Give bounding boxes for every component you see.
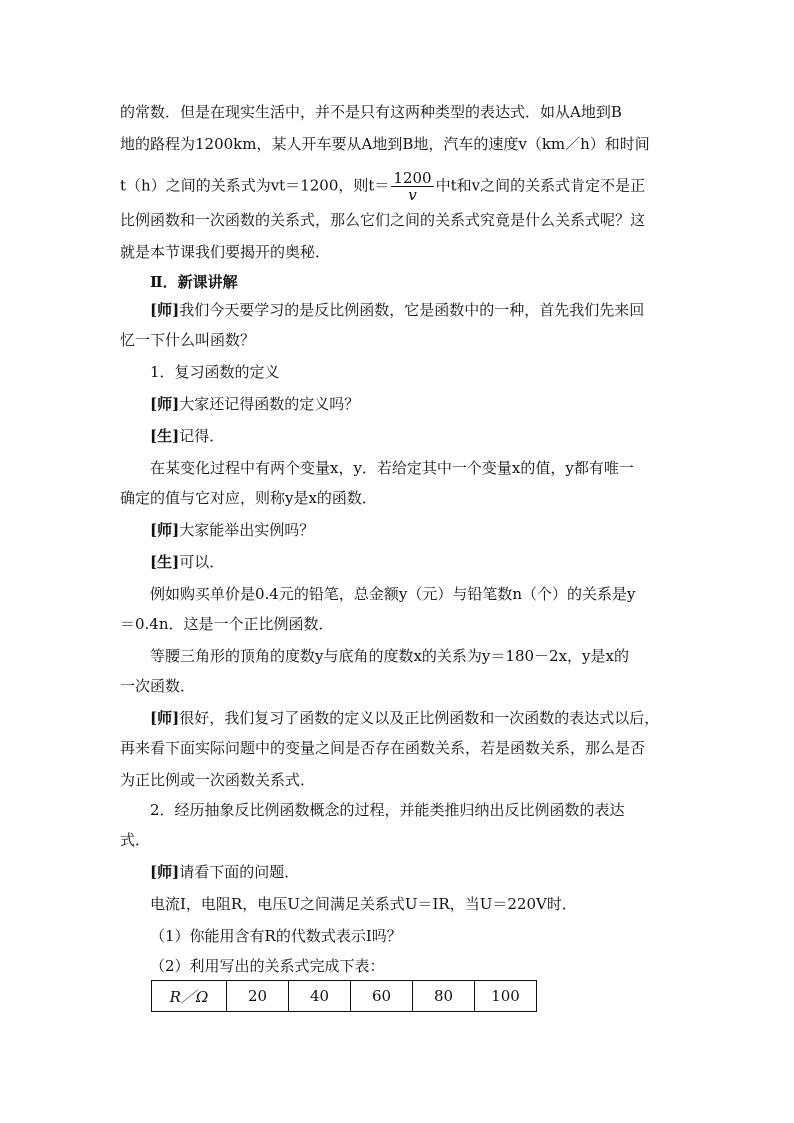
intro-line-2: 地的路程为1200km，某人开车要从A地到B地，汽车的速度v（km／h）和时间 [120, 135, 650, 153]
teacher-question-1-text: 大家还记得函数的定义吗？ [179, 395, 360, 413]
intro-line-3-pre: t（h）之间的关系式为vt＝1200，则t＝ [120, 176, 390, 195]
item-2-line-2: 式． [120, 831, 151, 849]
intro-line-3-post: 中t和v之间的关系式肯定不是正 [435, 176, 646, 195]
teacher-good-text-1: 很好，我们复习了函数的定义以及正比例函数和一次函数的表达式以后， [179, 709, 660, 727]
teacher-question-2 [150, 520, 314, 540]
intro-line-3 [120, 170, 645, 203]
teacher-tag: [师] [150, 395, 180, 413]
teacher-question-2-text: 大家能举出实例吗？ [179, 521, 315, 539]
teacher-tag: [师] [150, 863, 180, 881]
teacher-question-3-text: 请看下面的问题． [179, 863, 300, 881]
student-answer-1-text: 记得． [179, 427, 225, 445]
resistance-table [151, 980, 537, 1012]
table-cell: 20 [227, 981, 289, 1012]
intro-line-1: 的常数．但是在现实生活中，并不是只有这两种类型的表达式．如从A地到B [120, 103, 622, 121]
fraction-numerator: 1200 [393, 169, 432, 187]
table-cell: 40 [289, 981, 351, 1012]
example-1-line-2: ＝0.4n．这是一个正比例函数． [120, 615, 334, 633]
teacher-intro-line-1 [150, 300, 644, 320]
teacher-tag: [师] [150, 521, 180, 539]
sub-question-1: （1）你能用含有R的代数式表示I吗？ [150, 927, 402, 945]
example-2-line-1: 等腰三角形的顶角的度数y与底角的度数x的关系为y＝180－2x，y是x的 [150, 647, 629, 665]
review-item-1: 1．复习函数的定义 [150, 363, 280, 381]
teacher-question-3 [150, 862, 299, 882]
table-cell: 100 [475, 981, 537, 1012]
section-heading: Ⅱ．新课讲解 [150, 273, 238, 291]
example-2-line-2: 一次函数． [120, 677, 196, 695]
student-answer-2-text: 可以． [179, 553, 225, 571]
intro-line-4: 比例函数和一次函数的关系式，那么它们之间的关系式究竟是什么关系式呢？这 [120, 211, 646, 229]
student-tag: [生] [150, 553, 180, 571]
teacher-tag: [师] [150, 301, 180, 319]
student-answer-2 [150, 552, 224, 572]
teacher-question-1 [150, 394, 359, 414]
sub-question-2: （2）利用写出的关系式完成下表： [150, 957, 385, 975]
intro-line-5: 就是本节课我们要揭开的奥秘． [120, 243, 331, 261]
problem-statement: 电流I，电阻R，电压U之间满足关系式U＝IR，当U＝220V时． [150, 895, 577, 913]
teacher-good-line-2: 再来看下面实际问题中的变量之间是否存在函数关系，若是函数关系，那么是否 [120, 739, 646, 757]
teacher-tag: [师] [150, 709, 180, 727]
definition-line-2: 确定的值与它对应，则称y是x的函数． [120, 489, 377, 507]
table-header-cell: R／Ω [152, 981, 227, 1012]
table-row [152, 981, 537, 1012]
table-cell: 60 [351, 981, 413, 1012]
teacher-good-line-3: 为正比例或一次函数关系式． [120, 771, 316, 789]
definition-line-1: 在某变化过程中有两个变量x，y．若给定其中一个变量x的值，y都有唯一 [150, 459, 634, 477]
fraction-denominator: v [408, 186, 417, 204]
student-tag: [生] [150, 427, 180, 445]
item-2-line-1: 2．经历抽象反比例函数概念的过程，并能类推归纳出反比例函数的表达 [150, 801, 625, 819]
student-answer-1 [150, 426, 224, 446]
teacher-good-line-1 [150, 708, 659, 728]
table-cell: 80 [413, 981, 475, 1012]
teacher-intro-text-1: 我们今天要学习的是反比例函数，它是函数中的一种，首先我们先来回 [179, 301, 645, 319]
teacher-intro-line-2: 忆一下什么叫函数？ [120, 331, 256, 349]
example-1-line-1: 例如购买单价是0.4元的铅笔，总金额y（元）与铅笔数n（个）的关系是y [150, 585, 636, 603]
fraction-1200-over-v [391, 170, 433, 203]
